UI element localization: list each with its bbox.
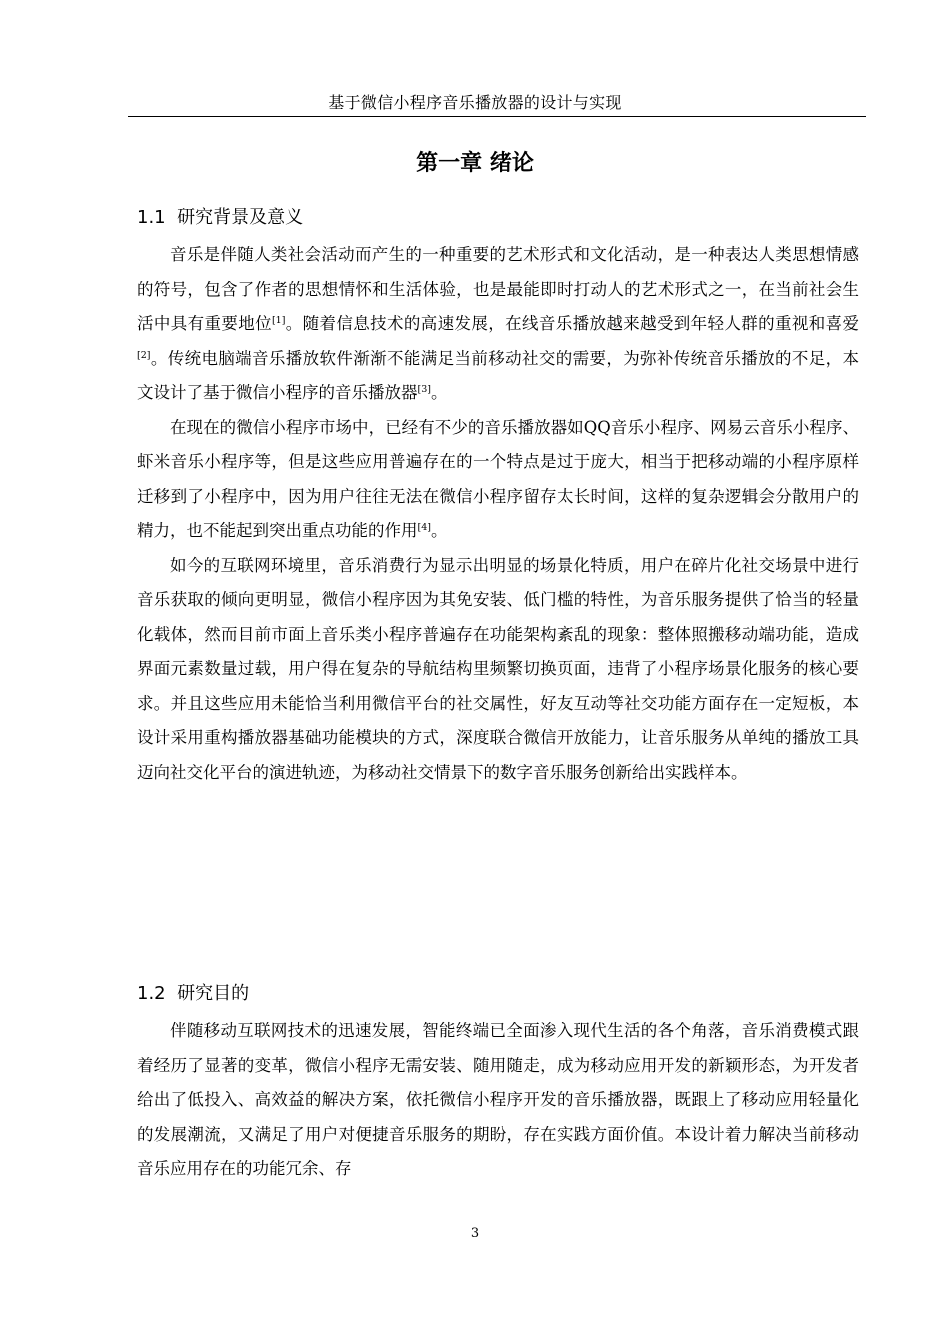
paragraph bbox=[137, 411, 859, 549]
section-heading-1-1: 1.1 研究背景及意义 bbox=[137, 207, 304, 228]
paragraph bbox=[137, 1014, 859, 1187]
citation-marker: [4] bbox=[417, 522, 431, 533]
paragraph-text: 。传统电脑端音乐播放软件渐渐不能满足当前移动社交的需要，为弥补传统音乐播放的不足，本文设计了基于微信小程序的音乐播放器 bbox=[137, 348, 859, 402]
paragraph-text: 伴随移动互联网技术的迅速发展，智能终端已全面渗入现代生活的各个角落，音乐消费模式跟着经历了显著的变革，微信小程序无需安装、随用随走，成为移动应用开发的新颖形态，为开发者给出了低投入、高效益的解决方案，依托微信小程序开发的音乐播放器，既跟上了移动应用轻量化的发展潮流，又满足了用户对便捷音乐服务的期盼，存在实践方面价值。本设计着力解决当前移动音乐应用存在的功能冗余、存 bbox=[137, 1021, 859, 1178]
header-rule bbox=[128, 116, 866, 117]
section-heading-1-2: 1.2 研究目的 bbox=[137, 983, 250, 1004]
section-body-1-1 bbox=[137, 238, 859, 790]
page-number: 3 bbox=[470, 1226, 480, 1241]
paragraph-text: 。 bbox=[430, 521, 448, 540]
paragraph-text: 在现在的微信小程序市场中，已经有不少的音乐播放器如QQ音乐小程序、网易云音乐小程序、虾米音乐小程序等，但是这些应用普遍存在的一个特点是过于庞大，相当于把移动端的小程序原样迁移到了小程序中，因为用户往往无法在微信小程序留存太长时间，这样的复杂逻辑会分散用户的精力，也不能起到突出重点功能的作用 bbox=[137, 417, 859, 540]
citation-marker: [2] bbox=[137, 349, 151, 361]
paragraph bbox=[137, 238, 859, 411]
citation-marker: [3] bbox=[417, 384, 431, 395]
running-header: 基于微信小程序音乐播放器的设计与实现 bbox=[328, 93, 622, 112]
chapter-title: 第一章 绪论 bbox=[416, 151, 534, 176]
paragraph-text: 。随着信息技术的高速发展，在线音乐播放越来越受到年轻人群的重视和喜爱 bbox=[285, 314, 860, 333]
paragraph-text: 。 bbox=[430, 383, 448, 402]
citation-marker: [1] bbox=[271, 315, 286, 326]
paragraph-text: 音乐是伴随人类社会活动而产生的一种重要的艺术形式和文化活动，是一种表达人类思想情感的符号，包含了作者的思想情怀和生活体验，也是最能即时打动人的艺术形式之一，在当前社会生活中具有重要地位 bbox=[137, 245, 859, 333]
paragraph-text: 如今的互联网环境里，音乐消费行为显示出明显的场景化特质，用户在碎片化社交场景中进行音乐获取的倾向更明显，微信小程序因为其免安装、低门槛的特性，为音乐服务提供了恰当的轻量化载体，然而目前市面上音乐类小程序普遍存在功能架构紊乱的现象：整体照搬移动端功能，造成界面元素数量过载，用户得在复杂的导航结构里频繁切换页面，违背了小程序场景化服务的核心要求。并且这些应用未能恰当利用微信平台的社交属性，好友互动等社交功能方面存在一定短板，本设计采用重构播放器基础功能模块的方式，深度联合微信开放能力，让音乐服务从单纯的播放工具迈向社交化平台的演进轨迹，为移动社交情景下的数字音乐服务创新给出实践样本。 bbox=[137, 555, 859, 782]
section-body-1-2 bbox=[137, 1014, 859, 1187]
paragraph bbox=[137, 549, 859, 791]
